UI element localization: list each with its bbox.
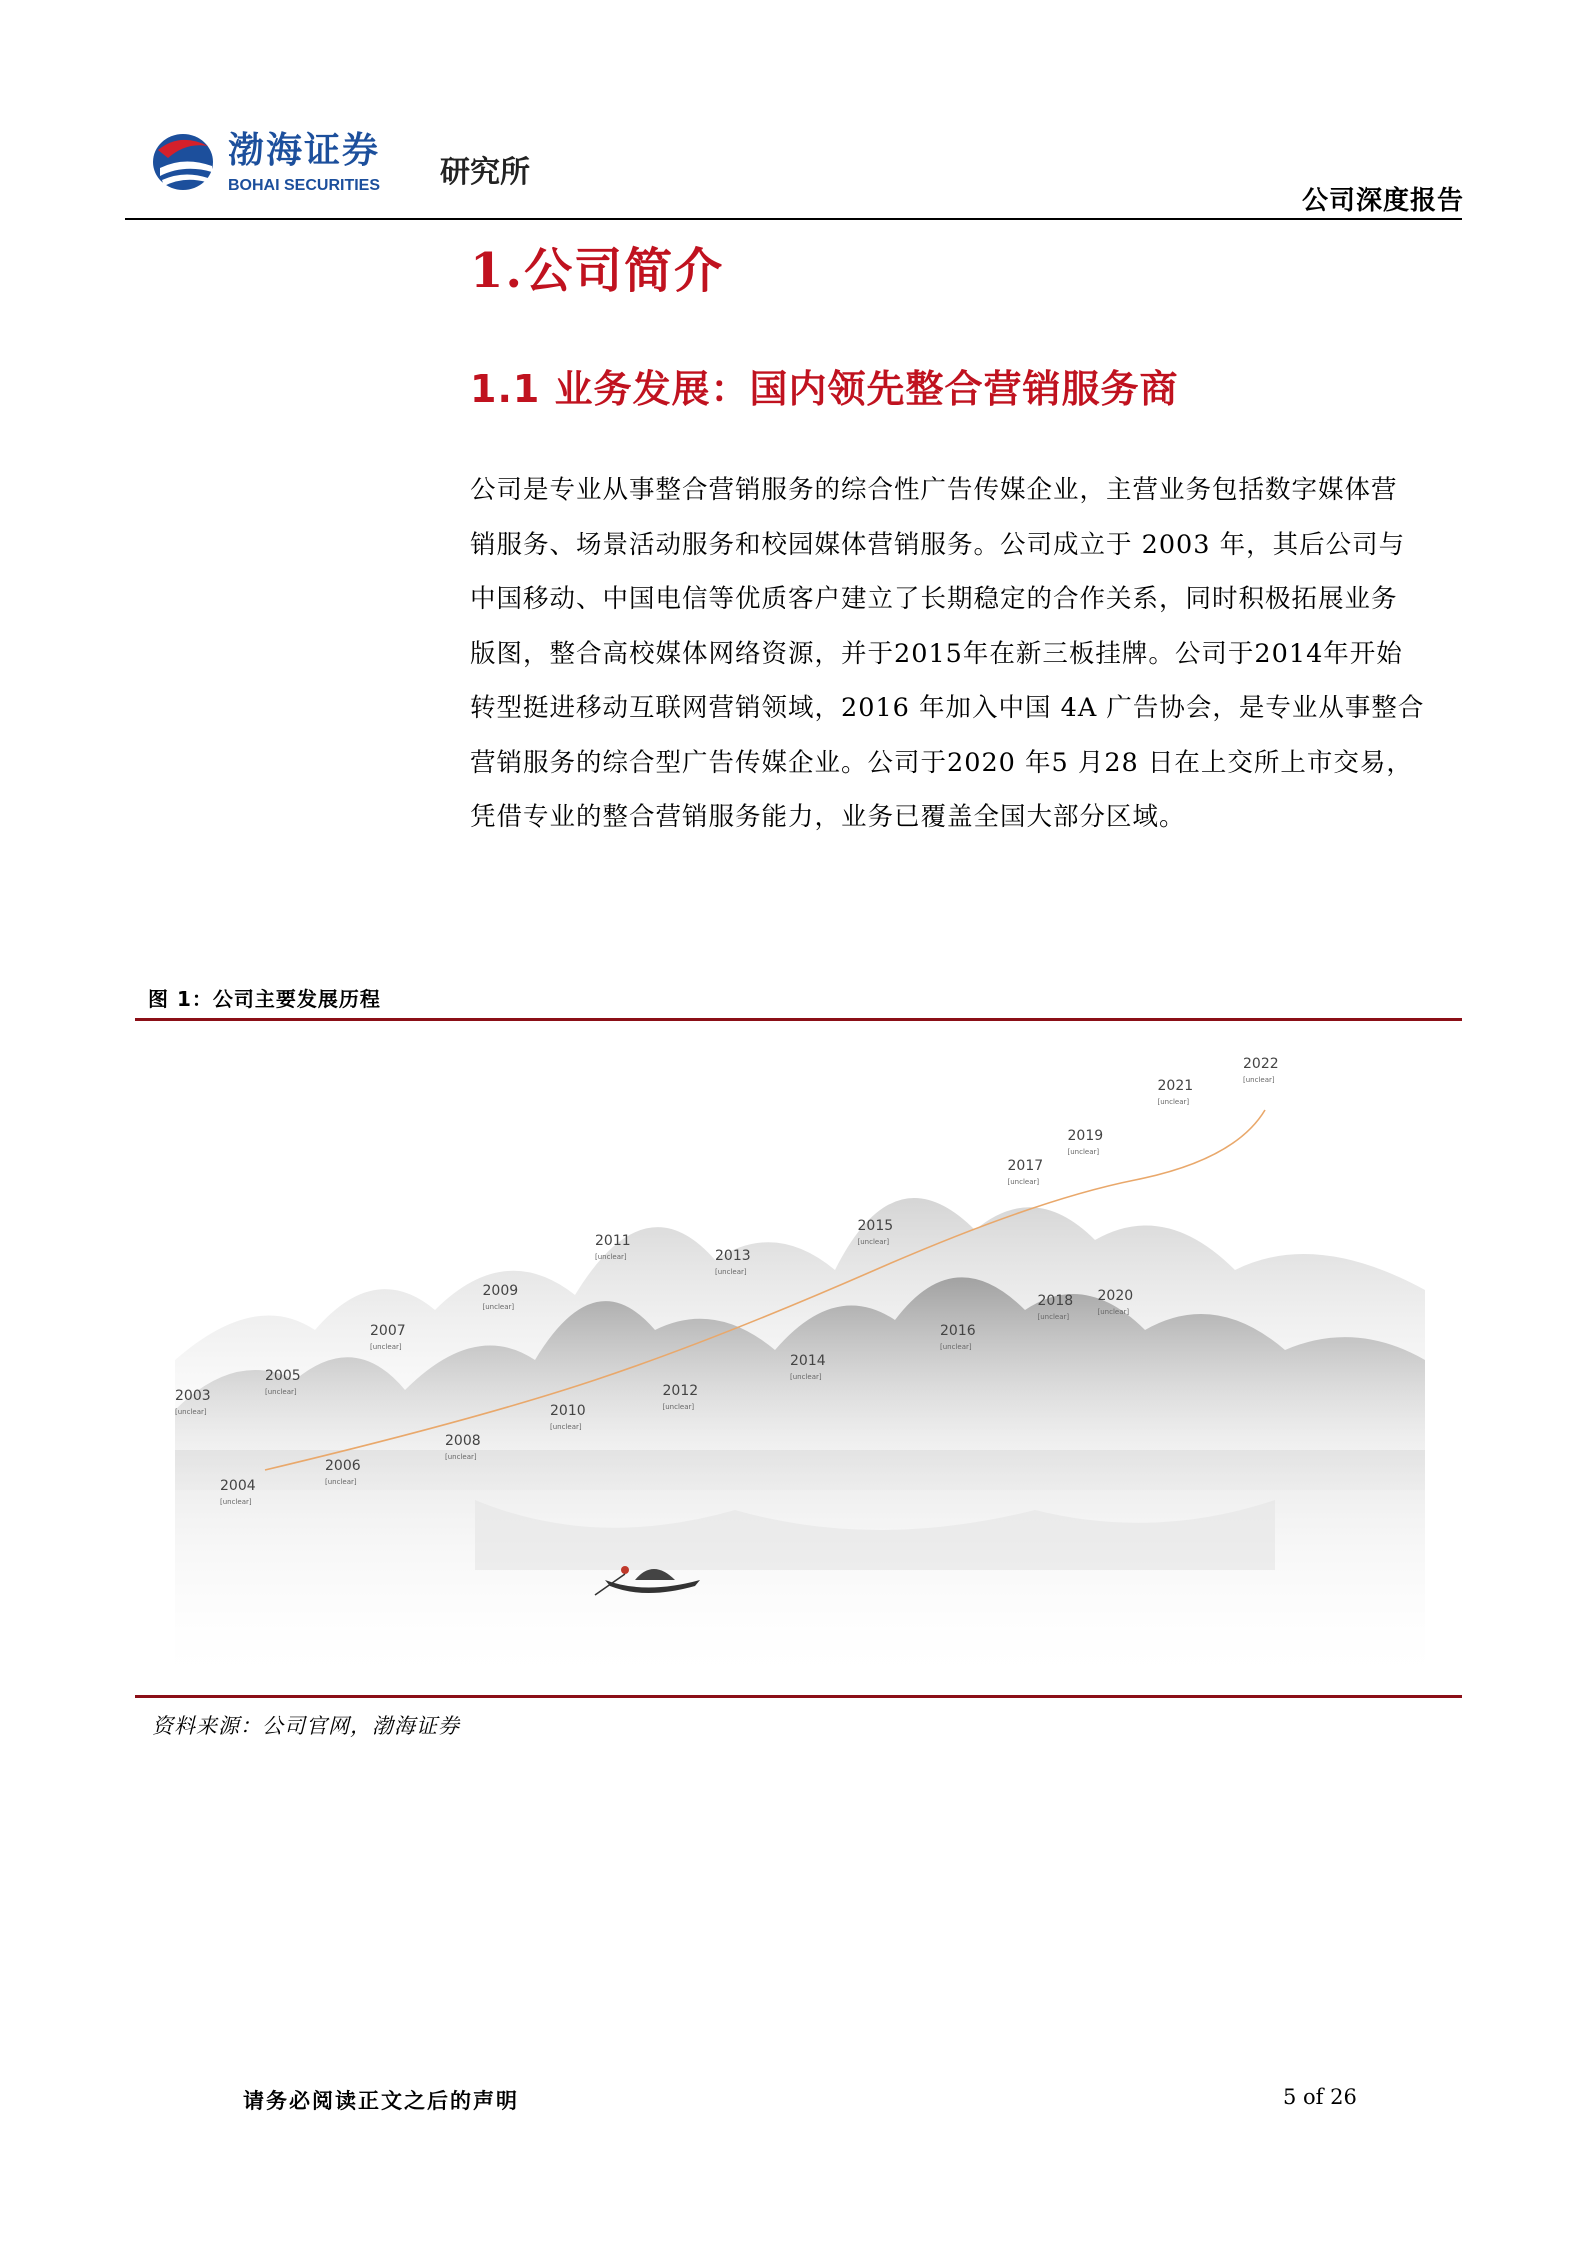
milestone-text-2015: [unclear]	[857, 1238, 890, 1246]
section-title: 1.公司简介	[470, 243, 725, 299]
milestone-text-2010: [unclear]	[550, 1423, 582, 1431]
milestone-year-2012: 2012	[662, 1383, 699, 1399]
footer-disclaimer: 请务必阅读正文之后的声明	[243, 2088, 519, 2113]
milestone-text-2017: [unclear]	[1007, 1178, 1040, 1186]
paragraph-line: 销服务、场景活动服务和校园媒体营销服务。公司成立于 2003 年，其后公司与	[470, 529, 1406, 560]
milestone-year-2017: 2017	[1007, 1158, 1044, 1174]
paragraph-line: 公司是专业从事整合营销服务的综合性广告传媒企业，主营业务包括数字媒体营	[470, 475, 1398, 505]
milestone-text-2014: [unclear]	[790, 1373, 822, 1381]
timeline-illustration	[175, 1030, 1425, 1690]
paragraph-line: 版图，整合高校媒体网络资源，并于2015年在新三板挂牌。公司于2014年开始	[470, 638, 1403, 669]
figure-top-rule	[135, 1018, 1462, 1021]
milestone-year-2018: 2018	[1037, 1293, 1074, 1309]
milestone-text-2003: [unclear]	[175, 1408, 207, 1416]
milestone-year-2007: 2007	[370, 1323, 406, 1339]
bohai-logo	[150, 120, 570, 200]
milestone-year-2022: 2022	[1243, 1056, 1279, 1072]
milestone-text-2009: [unclear]	[482, 1303, 515, 1311]
milestone-text-2021: [unclear]	[1157, 1098, 1190, 1106]
milestone-year-2021: 2021	[1157, 1078, 1194, 1094]
figure-bottom-rule	[135, 1695, 1462, 1698]
milestone-year-2009: 2009	[482, 1283, 519, 1299]
logo-company-cn: 渤海证券	[228, 129, 381, 171]
bohai-logo-icon	[153, 134, 213, 190]
milestone-text-2012: [unclear]	[662, 1403, 695, 1411]
milestone-text-2020: [unclear]	[1097, 1308, 1130, 1316]
milestone-text-2013: [unclear]	[715, 1268, 747, 1276]
milestone-text-2006: [unclear]	[325, 1478, 357, 1486]
milestone-year-2011: 2011	[595, 1233, 631, 1249]
paragraph-line: 中国移动、中国电信等优质客户建立了长期稳定的合作关系，同时积极拓展业务	[470, 584, 1398, 614]
milestone-text-2008: [unclear]	[445, 1453, 477, 1461]
header-divider	[125, 218, 1462, 220]
logo-company-en: BOHAI SECURITIES	[228, 177, 381, 194]
milestone-text-2007: [unclear]	[370, 1343, 402, 1351]
milestone-year-2004: 2004	[220, 1478, 256, 1494]
milestone-year-2013: 2013	[715, 1248, 751, 1264]
milestone-year-2019: 2019	[1067, 1128, 1104, 1144]
logo-institute: 研究所	[440, 155, 530, 190]
milestone-year-2020: 2020	[1097, 1288, 1134, 1304]
milestone-text-2016: [unclear]	[940, 1343, 972, 1351]
milestone-year-2016: 2016	[940, 1323, 976, 1339]
timeline-figure	[175, 1030, 1425, 1690]
milestone-year-2014: 2014	[790, 1353, 826, 1369]
milestone-year-2008: 2008	[445, 1433, 481, 1449]
milestone-text-2004: [unclear]	[220, 1498, 252, 1506]
page-number: 5 of 26	[1283, 2085, 1357, 2109]
milestone-year-2003: 2003	[175, 1388, 211, 1404]
paragraph-line: 凭借专业的整合营销服务能力，业务已覆盖全国大部分区域。	[470, 802, 1186, 832]
milestone-text-2011: [unclear]	[595, 1253, 627, 1261]
milestone-year-2015: 2015	[857, 1218, 894, 1234]
milestone-text-2005: [unclear]	[265, 1388, 297, 1396]
subsection-title: 1.1 业务发展：国内领先整合营销服务商	[470, 367, 1179, 411]
milestone-year-2010: 2010	[550, 1403, 586, 1419]
milestone-year-2006: 2006	[325, 1458, 361, 1474]
paragraph-line: 转型挺进移动互联网营销领域，2016 年加入中国 4A 广告协会，是专业从事整合	[470, 693, 1425, 723]
milestone-text-2018: [unclear]	[1037, 1313, 1070, 1321]
milestone-text-2022: [unclear]	[1243, 1076, 1275, 1084]
milestone-text-2019: [unclear]	[1067, 1148, 1100, 1156]
figure-source: 资料来源：公司官网，渤海证券	[152, 1714, 460, 1738]
milestone-year-2005: 2005	[265, 1368, 301, 1384]
report-type-label: 公司深度报告	[1301, 186, 1464, 216]
intro-paragraph	[470, 463, 1460, 845]
paragraph-line: 营销服务的综合型广告传媒企业。公司于2020 年5 月28 日在上交所上市交易，	[470, 747, 1413, 778]
figure-title: 图 1：公司主要发展历程	[148, 987, 381, 1011]
